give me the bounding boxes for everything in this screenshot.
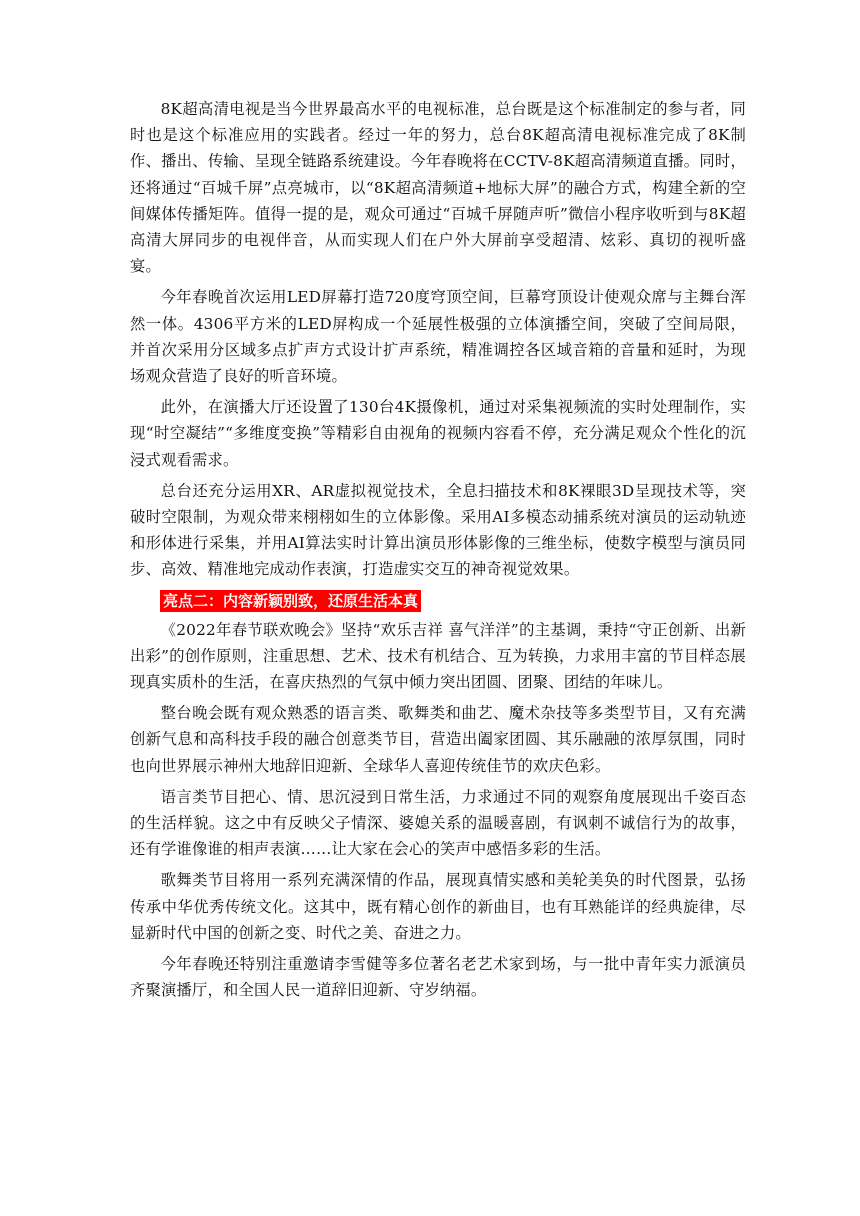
paragraph-language-programs: 语言类节目把心、情、思沉浸到日常生活，力求通过不同的观察角度展现出千姿百态的生活样貌。这之中有反映父子情深、婆媳关系的温暖喜剧，有讽刺不诚信行为的故事，还有学谁像谁的相声表演……让大家在会心的笑声中感悟多彩的生活。 <box>130 787 746 859</box>
document-body <box>130 96 746 1009</box>
paragraph-gala-theme: 《2022年春节联欢晚会》坚持“欢乐吉祥 喜气洋洋”的主基调，秉持“守正创新、出新出彩”的创作原则，注重思想、艺术、技术有机结合、互为转换，力求用丰富的节目样态展现真实质朴的生活，在喜庆热烈的气氛中倾力突出团圆、团聚、团结的年味儿。 <box>130 620 746 692</box>
paragraph-4k-cameras: 此外，在演播大厅还设置了130台4K摄像机，通过对采集视频流的实时处理制作，实现“时空凝结”“多维度变换”等精彩自由视角的视频内容看不停，充分满足观众个性化的沉浸式观看需求。 <box>130 398 746 469</box>
paragraph-8k-standard: 8K超高清电视是当今世界最高水平的电视标准，总台既是这个标准制定的参与者，同时也是这个标准应用的实践者。经过一年的努力，总台8K超高清电视标准完成了8K制作、播出、传输、呈现全链路系统建设。今年春晚将在CCTV-8K超高清频道直播。同时，还将通过“百城千屏”点亮城市，以“8K超高清频道+地标大屏”的融合方式，构建全新的空间媒体传播矩阵。值得一提的是，观众可通过“百城千屏随声听”微信小程序收听到与8K超高清大屏同步的电视伴音，从而实现人们在户外大屏前享受超清、炫彩、真切的视听盛宴。 <box>130 100 746 276</box>
paragraph-veteran-artists: 今年春晚还特别注重邀请李雪健等多位著名老艺术家到场，与一批中青年实力派演员齐聚演播厅，和全国人民一道辞旧迎新、守岁纳福。 <box>130 955 746 1000</box>
paragraph-led-dome: 今年春晚首次运用LED屏幕打造720度穹顶空间，巨幕穹顶设计使观众席与主舞台浑然一体。4306平方米的LED屏构成一个延展性极强的立体演播空间，突破了空间局限，并首次采用分区域多点扩声方式设计扩声系统，精准调控各区域音箱的音量和延时，为现场观众营造了良好的听音环境。 <box>130 288 746 386</box>
paragraph-program-types: 整台晚会既有观众熟悉的语言类、歌舞类和曲艺、魔术杂技等多类型节目，又有充满创新气息和高科技手段的融合创意类节目，营造出阖家团圆、其乐融融的浓厚氛围，同时也向世界展示神州大地辞旧迎新、全球华人喜迎传统佳节的欢庆色彩。 <box>130 704 746 775</box>
highlight-heading-row <box>130 588 746 614</box>
paragraph-xr-ar-tech: 总台还充分运用XR、AR虚拟视觉技术，全息扫描技术和8K裸眼3D呈现技术等，突破时空限制，为观众带来栩栩如生的立体影像。采用AI多模态动捕系统对演员的运动轨迹和形体进行采集，并用AI算法实时计算出演员形体影像的三维坐标，使数字模型与演员同步、高效、精准地完成动作表演，打造虚实交互的神奇视觉效果。 <box>130 481 746 579</box>
highlight-heading: 亮点二：内容新颖别致，还原生活本真 <box>160 590 421 612</box>
paragraph-song-dance-programs: 歌舞类节目将用一系列充满深情的作品，展现真情实感和美轮美奂的时代图景，弘扬传承中华优秀传统文化。这其中，既有精心创作的新曲目，也有耳熟能详的经典旋律，尽显新时代中国的创新之变、时代之美、奋进之力。 <box>130 871 746 942</box>
